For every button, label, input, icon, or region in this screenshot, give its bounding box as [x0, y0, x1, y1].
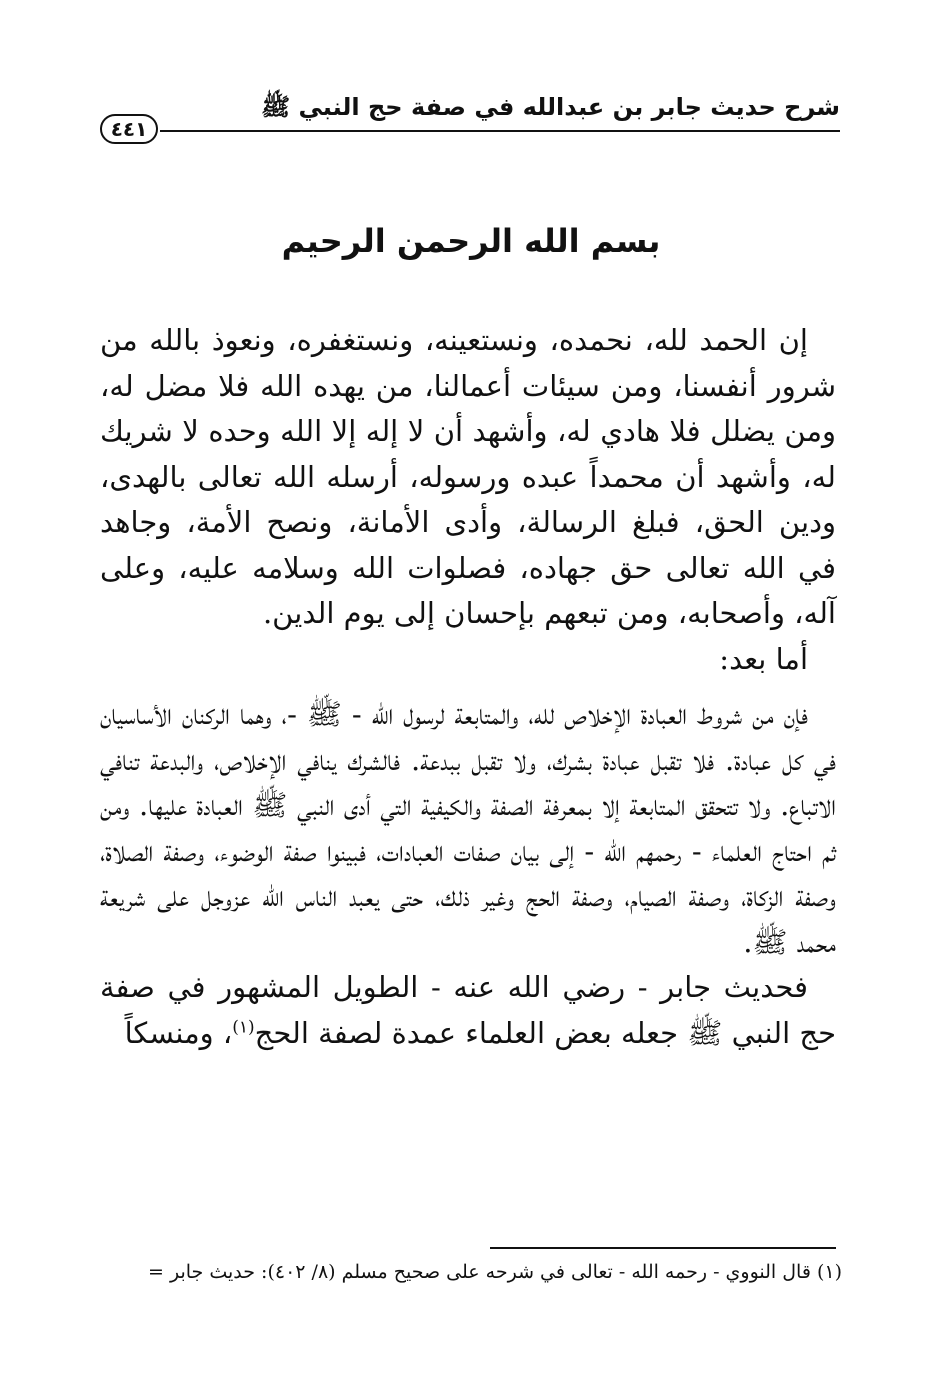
running-header	[100, 92, 840, 152]
paragraph-jabir-tail: ، ومنسكاً	[124, 1015, 233, 1050]
footnote-marker: (١)	[232, 1016, 255, 1037]
running-title: شرح حديث جابر بن عبدالله في صفة حج النبي ﷺ	[261, 93, 840, 121]
footnote-text: (١) قال النووي - رحمه الله - تعالى في شرحه على صحيح مسلم (٨/ ٤٠٢): حديث جابر =	[148, 1261, 842, 1283]
opening-paragraph: إن الحمد لله، نحمده، ونستعينه، ونستغفره، ونعوذ بالله من شرور أنفسنا، ومن سيئات أعمالنا، من يهده الله فلا مضل له، ومن يضلل فلا هادي له، وأشهد أن لا إله إلا الله وحده لا شريك له، وأشهد أن محمداً عبده ورسوله، أرسله الله تعالى بالهدى، ودين الحق، فبلغ الرسالة، وأدى الأمانة، ونصح الأمة، وجاهد في الله تعالى حق جهاده، فصلوات الله وسلامه عليه، وعلى آله، وأصحابه، ومن تبعهم بإحسان إلى يوم الدين.	[100, 323, 836, 630]
paragraph-jabir-main: فحديث جابر - رضي الله عنه - الطويل المشهور في صفة حج النبي ﷺ جعله بعض العلماء عمدة لصفة الحج	[100, 970, 836, 1050]
basmala-heading: بسم الله الرحمن الرحيم	[281, 222, 661, 260]
page-number: ٤٤١	[100, 114, 158, 144]
paragraph-conditions-of-worship: فإن من شروط العبادة الإخلاص لله، والمتابعة لرسول الله - ﷺ -، وهما الركنان الأساسيان في كل عبادة. فلا تقبل عبادة بشرك، ولا تقبل ببدعة. فالشرك ينافي الإخلاص، والبدعة تنافي الاتباع. ولا تتحقق المتابعة إلا بمعرفة الصفة والكيفية التي أدى النبي ﷺ العبادة عليها. ومن ثم احتاج العلماء - رحمهم الله - إلى بيان صفات العبادات، فبينوا صفة الوضوء، وصفة الصلاة، وصفة الزكاة، وصفة الصيام، وصفة الحج وغير ذلك، حتى يعبد الناس الله عزوجل على شريعة محمد ﷺ.	[100, 697, 836, 959]
amma-bad-line: أما بعد:	[719, 641, 808, 676]
footnote-rule	[490, 1247, 836, 1249]
header-rule	[160, 130, 840, 132]
body-text	[100, 318, 836, 1056]
paragraph-jabir-hadith	[100, 965, 836, 1056]
